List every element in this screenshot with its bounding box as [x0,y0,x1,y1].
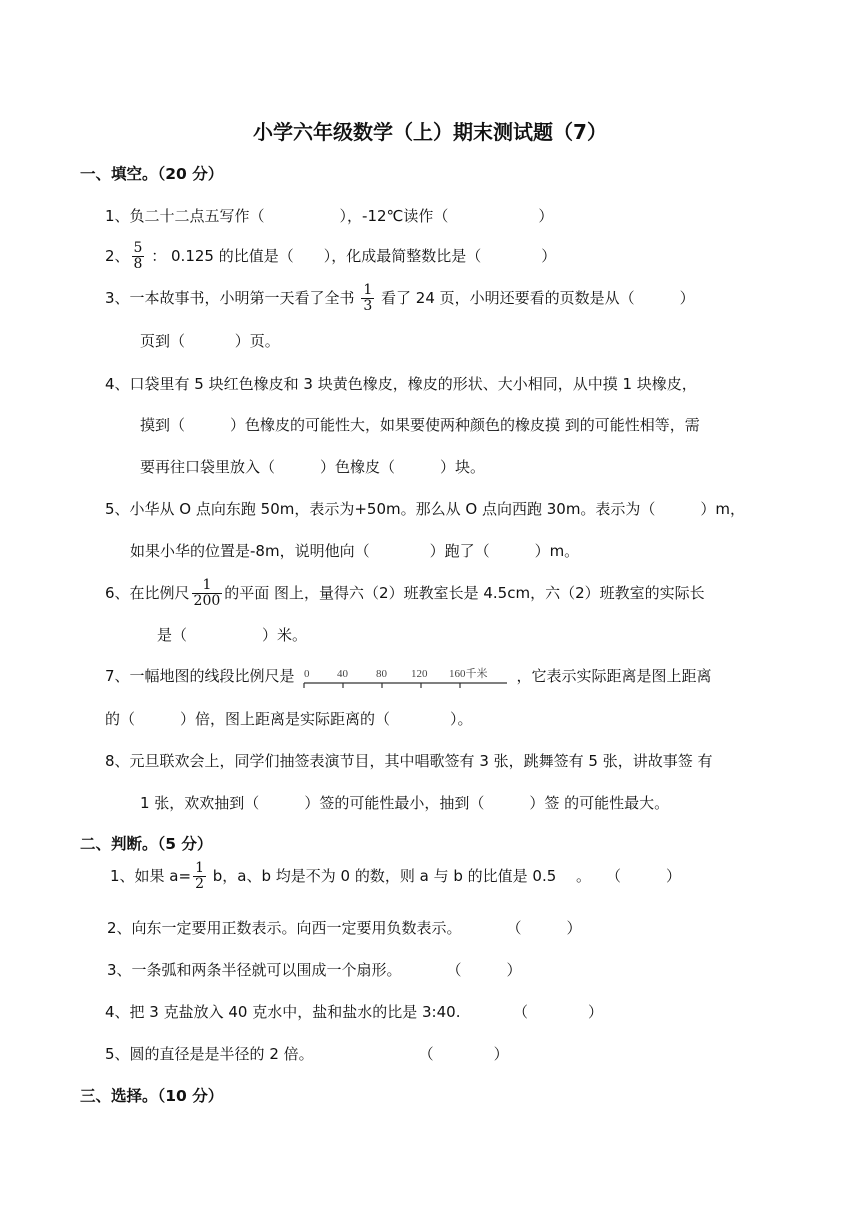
fraction-denominator: 2 [195,876,204,892]
scale-tick-label: 40 [336,667,348,680]
question-1-8-line1: 8、元旦联欢会上，同学们抽签表演节目，其中唱歌签有 3 张，跳舞签有 5 张，讲故事签 有 [105,752,713,770]
question-text: ，它表示实际距离是图上距离 [516,667,712,685]
section-heading-multiple-choice: 三、选择。（10 分） [80,1087,224,1105]
section-heading-fill-in: 一、填空。（20 分） [80,165,224,183]
fraction-numerator: 1 [195,860,204,876]
question-1-3 [105,280,695,316]
fraction-numerator: 5 [133,240,143,256]
question-text: 看了 24 页，小明还要看的页数是从（ ） [376,289,695,307]
section-heading-true-false: 二、判断。（5 分） [80,835,213,853]
question-1-7 [105,660,712,692]
scale-tick-label: 80 [375,667,387,680]
fraction-denominator: 200 [193,593,221,609]
question-1-8-line2: 1 张，欢欢抽到（ ）签的可能性最小，抽到（ ）签 的可能性最大。 [140,794,670,812]
scale-tick-label: 0 [303,667,310,680]
question-text: 7、一幅地图的线段比例尺是 [105,667,295,685]
question-text: b，a、b 均是不为 0 的数，则 a 与 b 的比值是 0.5 。 （ ） [208,867,682,885]
question-1-7-line2: 的（ ）倍，图上距离是实际距离的（ ）。 [105,710,473,728]
question-number: 2、 [105,247,130,265]
question-2-4: 4、把 3 克盐放入 40 克水中，盐和盐水的比是 3:40. （ ） [105,1003,603,1021]
fraction-denominator: 3 [363,298,373,314]
fraction-numerator: 1 [363,282,373,298]
question-1-6 [105,575,705,611]
question-2-5: 5、圆的直径是是半径的 2 倍。 （ ） [105,1045,509,1063]
scale-tick-label: 160千米 [448,667,488,680]
question-1-4-line3: 要再往口袋里放入（ ）色橡皮（ ）块。 [140,458,486,476]
page-title: 小学六年级数学（上）期末测试题（7） [253,120,607,144]
fraction-1-2 [193,861,206,892]
fraction-denominator: 8 [133,256,143,272]
question-1-4-line2: 摸到（ ）色橡皮的可能性大，如果要使两种颜色的橡皮摸 到的可能性相等，需 [140,416,700,434]
question-1-5-line2: 如果小华的位置是-8m，说明他向（ ）跑了（ ）m。 [130,542,580,560]
question-text: ： 0.125 的比值是（ ），化成最简整数比是（ ） [146,247,557,265]
question-2-2: 2、向东一定要用正数表示。向西一定要用负数表示。 （ ） [107,919,582,937]
line-scale-bar [301,663,511,691]
question-1-6-line2: 是（ ）米。 [157,626,308,644]
question-1-1: 1、负二十二点五写作（ ），-12℃读作（ ） [105,207,554,225]
question-text: 3、一本故事书，小明第一天看了全书 [105,289,360,307]
scale-tick-label: 120 [410,667,428,680]
question-1-4-line1: 4、口袋里有 5 块红色橡皮和 3 块黄色橡皮，橡皮的形状、大小相同，从中摸 1 块橡皮， [105,375,697,393]
question-text: 1、如果 a= [110,867,192,885]
question-2-1 [110,858,681,894]
question-text: 的平面 图上，量得六（2）班教室长是 4.5cm，六（2）班教室的实际长 [224,584,705,602]
fraction-numerator: 1 [192,578,223,594]
question-1-2 [105,238,556,274]
question-text: 6、在比例尺 [105,584,190,602]
fraction-1-200 [192,578,223,609]
fraction-5-8 [132,241,145,272]
question-2-3: 3、一条弧和两条半径就可以围成一个扇形。 （ ） [107,961,522,979]
fraction-1-3 [361,283,374,314]
question-1-5-line1: 5、小华从 O 点向东跑 50m，表示为+50m。那么从 O 点向西跑 30m。表示为（ ）m， [105,500,746,518]
question-1-3-line2: 页到（ ）页。 [140,332,280,350]
